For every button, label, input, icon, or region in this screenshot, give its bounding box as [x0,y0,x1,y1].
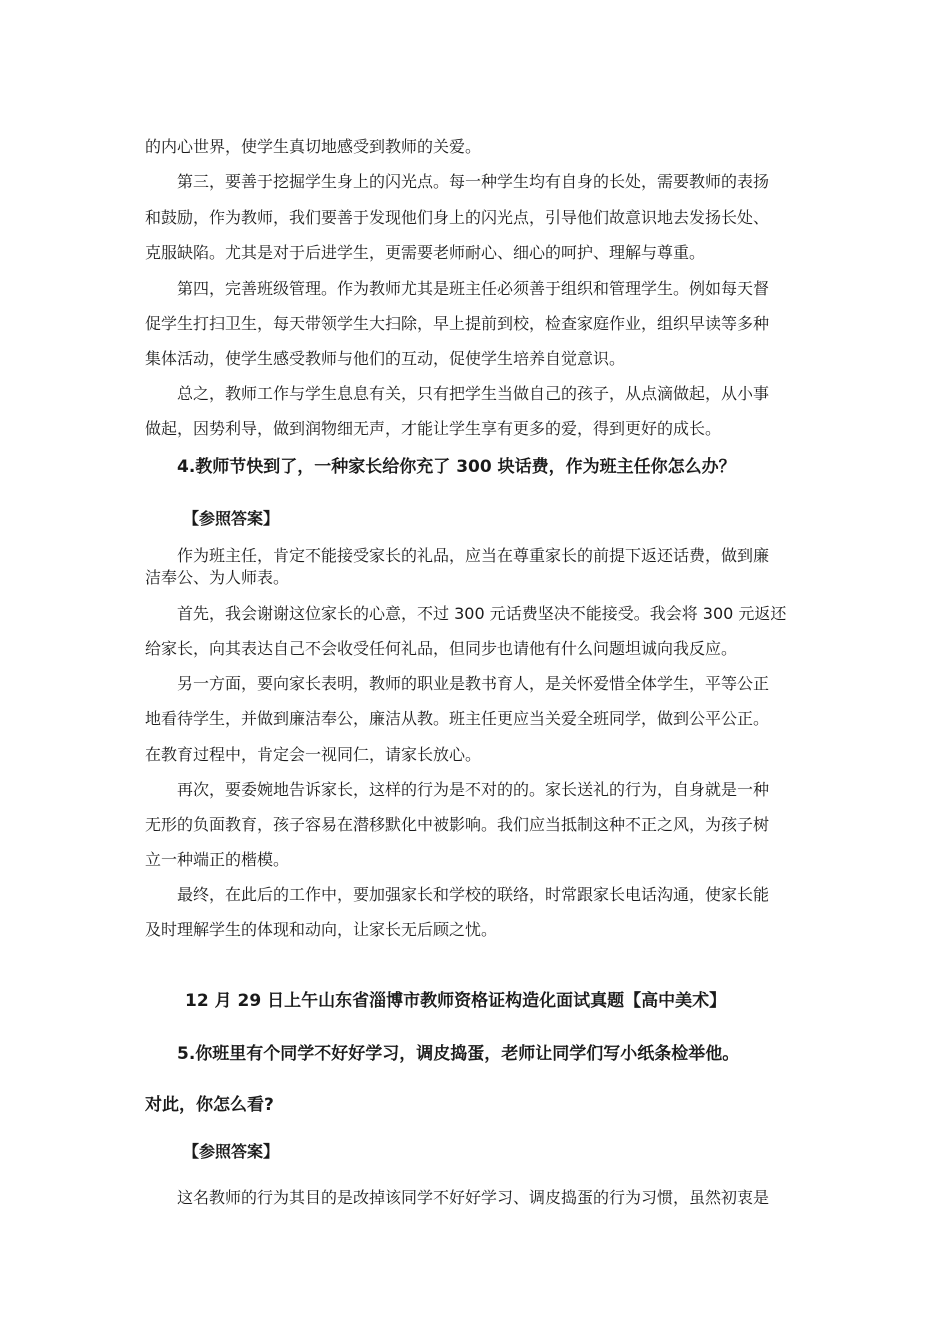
body-line: 这名教师的行为其目的是改掉该同学不好好学习、调皮捣蛋的行为习惯，虽然初衷是 [177,1188,770,1207]
body-line: 的内心世界，使学生真切地感受到教师的关爱。 [145,137,482,156]
body-line: 再次，要委婉地告诉家长，这样的行为是不对的的。家长送礼的行为，自身就是一种 [177,780,770,799]
body-line: 无形的负面教育，孩子容易在潜移默化中被影响。我们应当抵制这种不正之风，为孩子树 [145,815,770,834]
section-heading: 12 月 29 日上午山东省淄博市教师资格证构造化面试真题【高中美术】 [185,991,727,1011]
body-line: 作为班主任，肯定不能接受家长的礼品，应当在尊重家长的前提下返还话费，做到廉 [177,546,770,565]
body-line: 促学生打扫卫生，每天带领学生大扫除，早上提前到校，检查家庭作业，组织早读等多种 [145,314,770,333]
body-line: 做起，因势利导，做到润物细无声，才能让学生享有更多的爱，得到更好的成长。 [145,419,722,438]
body-line: 首先，我会谢谢这位家长的心意，不过 300 元话费坚决不能接受。我会将 300 元返还 [177,604,787,623]
body-line: 洁奉公、为人师表。 [145,568,290,587]
question-heading-cont: 对此，你怎么看? [145,1095,274,1115]
body-line: 第三，要善于挖掘学生身上的闪光点。每一种学生均有自身的长处，需要教师的表扬 [177,172,770,191]
answer-heading: 【参照答案】 [183,509,280,528]
body-line: 地看待学生，并做到廉洁奉公，廉洁从教。班主任更应当关爱全班同学，做到公平公正。 [145,709,770,728]
body-line: 和鼓励，作为教师，我们要善于发现他们身上的闪光点，引导他们故意识地去发扬长处、 [145,208,770,227]
body-line: 另一方面，要向家长表明，教师的职业是教书育人，是关怀爱惜全体学生，平等公正 [177,674,770,693]
body-line: 立一种端正的楷模。 [145,850,290,869]
body-line: 最终，在此后的工作中，要加强家长和学校的联络，时常跟家长电话沟通，使家长能 [177,885,770,904]
body-line: 给家长，向其表达自己不会收受任何礼品，但同步也请他有什么问题坦诚向我反应。 [145,639,738,658]
question-heading: 5.你班里有个同学不好好学习，调皮捣蛋，老师让同学们写小纸条检举他。 [177,1044,740,1064]
answer-heading: 【参照答案】 [183,1142,280,1161]
body-line: 在教育过程中，肯定会一视同仁，请家长放心。 [145,745,482,764]
body-line: 及时理解学生的体现和动向，让家长无后顾之忧。 [145,920,498,939]
question-heading: 4.教师节快到了，一种家长给你充了 300 块话费，作为班主任你怎么办？ [177,457,736,477]
body-line: 第四，完善班级管理。作为教师尤其是班主任必须善于组织和管理学生。例如每天督 [177,279,770,298]
body-line: 集体活动，使学生感受教师与他们的互动，促使学生培养自觉意识。 [145,349,626,368]
body-line: 总之，教师工作与学生息息有关，只有把学生当做自己的孩子，从点滴做起，从小事 [177,384,770,403]
body-line: 克服缺陷。尤其是对于后进学生，更需要老师耐心、细心的呵护、理解与尊重。 [145,243,706,262]
